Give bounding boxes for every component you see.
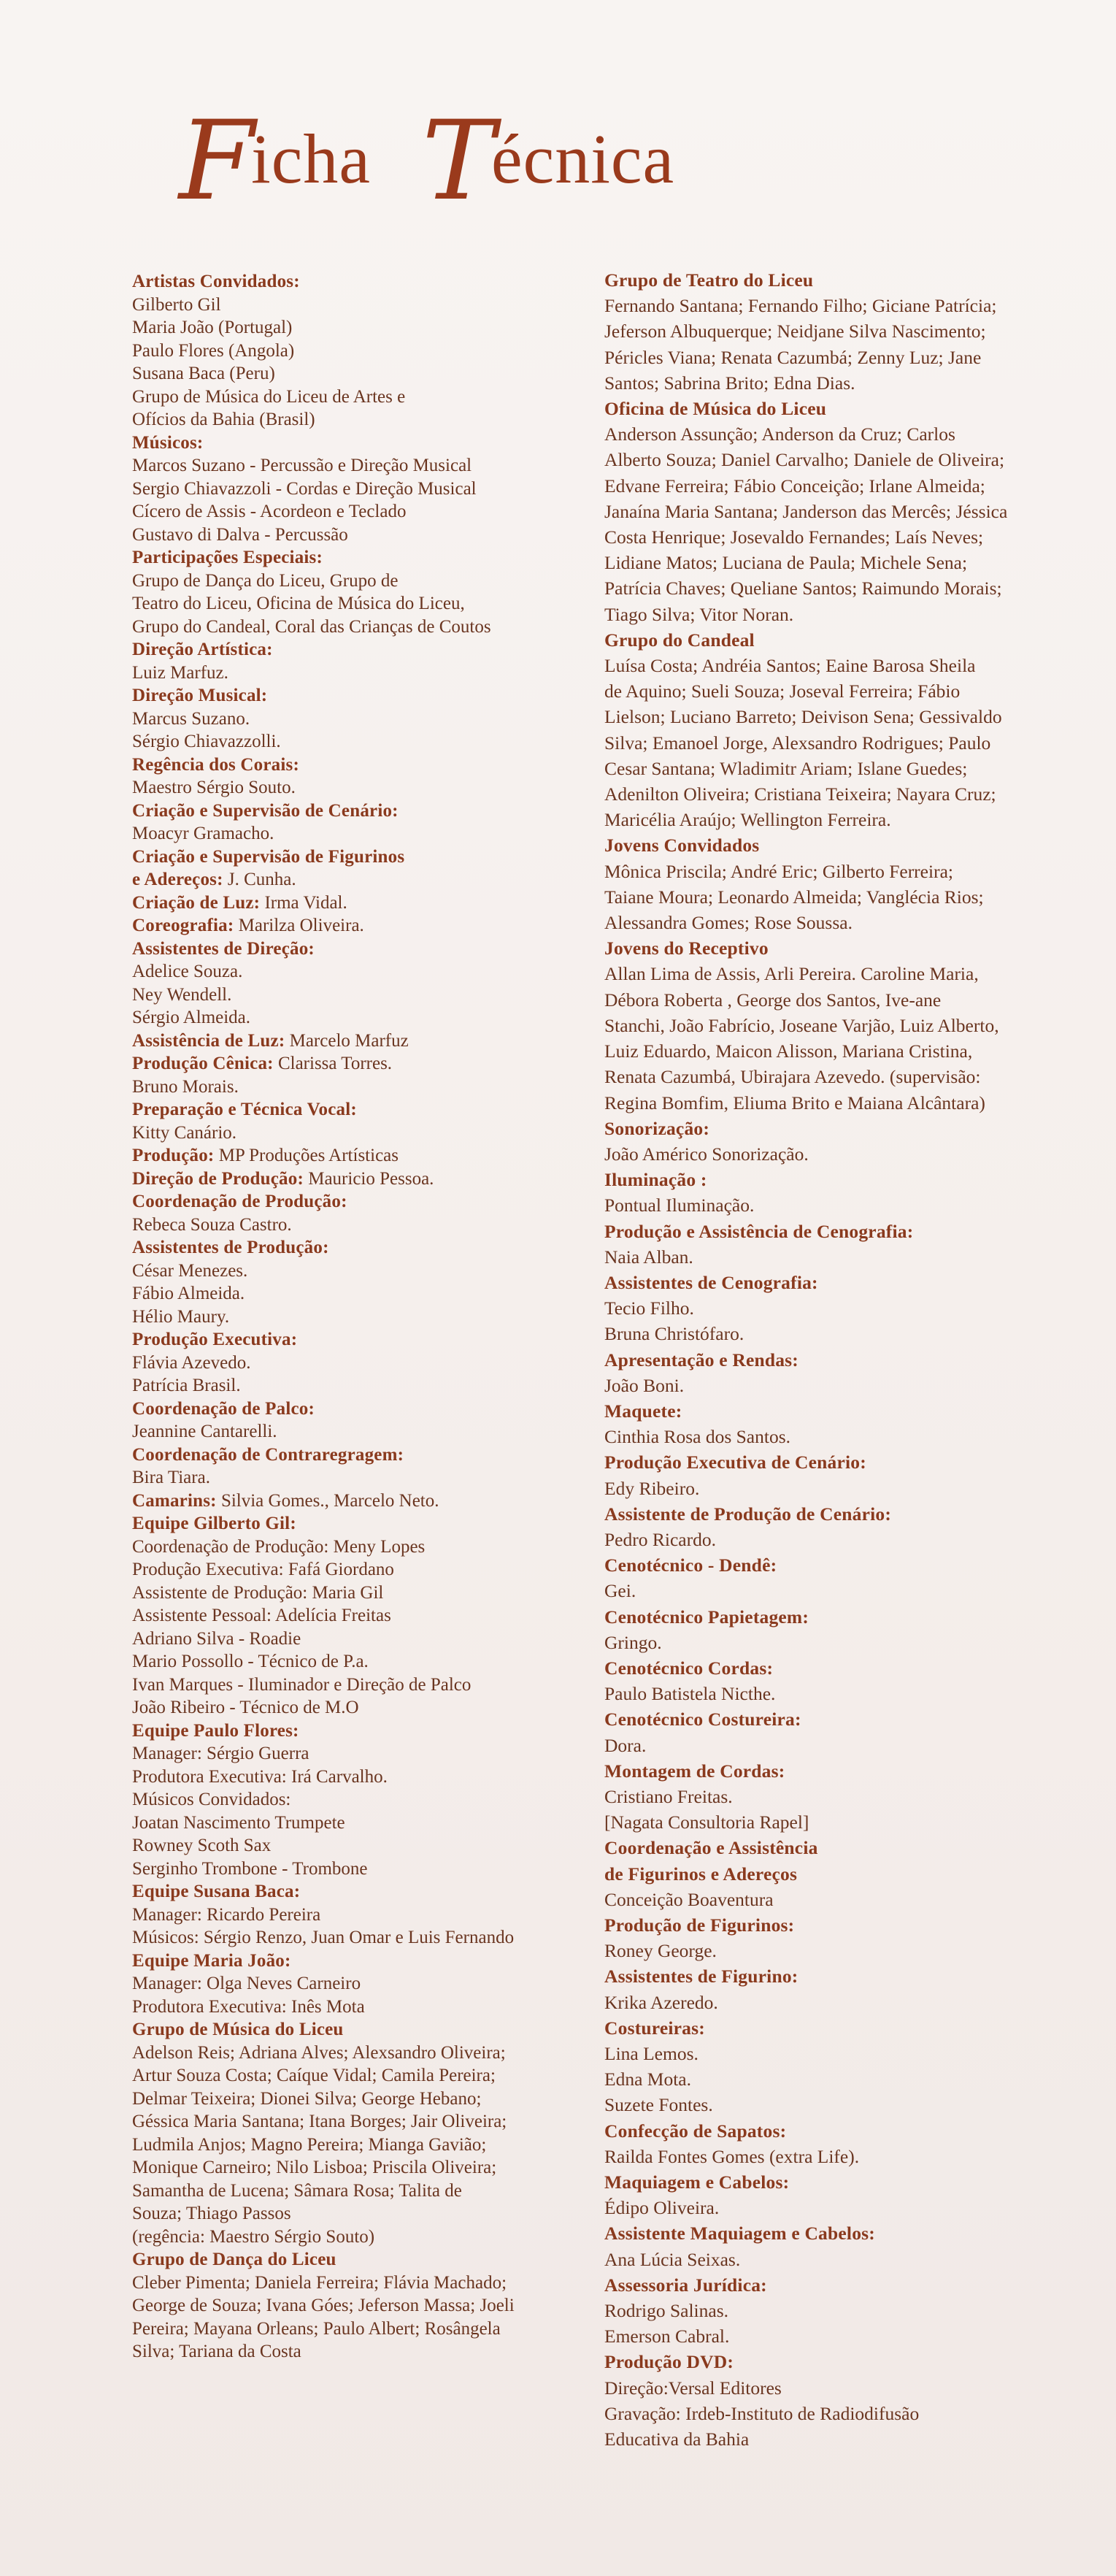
credit-line: Krika Azeredo. <box>604 1991 718 2013</box>
credit-line: [Nagata Consultoria Rapel] <box>604 1812 809 1833</box>
credit-heading-label: Assistentes de Figurino: <box>604 1966 798 1987</box>
credit-heading-label: Grupo de Teatro do Liceu <box>604 269 814 291</box>
credit-heading <box>604 2349 1079 2374</box>
credit-line: Rodrigo Salinas. <box>604 2300 728 2322</box>
credit-heading-label: Maquete: <box>604 1400 682 1422</box>
credit-heading-label: Produção: <box>132 1146 215 1165</box>
credit-line: Manager: Olga Neves Carneiro <box>132 1974 361 1993</box>
credit-line: Alberto Souza; Daniel Carvalho; Daniele de Oliveira; <box>604 449 1005 471</box>
credit-line: Paulo Batistela Nicthe. <box>604 1683 776 1705</box>
credit-line: Sérgio Almeida. <box>132 1008 251 1027</box>
credit-heading <box>132 1950 599 1973</box>
credit-heading <box>132 2018 599 2042</box>
title-initial-f: F <box>179 98 256 225</box>
credit-line: Lidiane Matos; Luciana de Paula; Michele Sena; <box>604 552 968 574</box>
credit-line: Janaína Maria Santana; Janderson das Mercês; Jéssica <box>604 500 1008 522</box>
credit-line: Mônica Priscila; André Eric; Gilberto Ferreira; <box>604 860 953 882</box>
credit-heading-label: Grupo de Música do Liceu <box>132 2020 344 2039</box>
credit-heading <box>604 2118 1079 2144</box>
credit-line: Alessandra Gomes; Rose Soussa. <box>604 912 853 934</box>
credit-line: Patrícia Chaves; Queliane Santos; Raimundo Morais; <box>604 578 1002 599</box>
credit-line: Gilberto Gil <box>132 294 221 315</box>
credit-heading-label: Direção de Produção: <box>132 1168 304 1189</box>
credit-line: Jeferson Albuquerque; Neidjane Silva Nascimento; <box>604 321 986 342</box>
credit-heading-label: Produção Executiva de Cenário: <box>604 1452 866 1473</box>
credit-line: Adriano Silva - Roadie <box>132 1628 301 1649</box>
credit-heading <box>132 892 599 915</box>
credit-name: MP Produções Artísticas <box>214 1146 399 1165</box>
credit-heading-label: Produção de Figurinos: <box>604 1914 795 1936</box>
credit-line: Taiane Moura; Leonardo Almeida; Vanglécia Rios; <box>604 886 984 908</box>
credit-line: Cleber Pimenta; Daniela Ferreira; Flávia Machado; <box>132 2272 507 2293</box>
credit-line: Fernando Santana; Fernando Filho; Giciane Patrícia; <box>604 295 997 317</box>
credit-line: Monique Carneiro; Nilo Lisboa; Priscila Oliveira; <box>132 2158 497 2177</box>
credit-heading-label: Jovens Convidados <box>604 835 760 856</box>
credit-heading <box>132 1720 599 1743</box>
credit-line: Cesar Santana; Wladimitr Ariam; Islane Guedes; <box>604 757 968 779</box>
credit-heading <box>604 1449 1079 1475</box>
credit-line: Grupo do Candeal, Coral das Crianças de Coutos <box>132 616 491 637</box>
title-word-1: icha <box>251 120 371 198</box>
credit-line: Hélio Maury. <box>132 1306 230 1327</box>
credit-line: César Menezes. <box>132 1260 248 1281</box>
credit-heading-label: Equipe Maria João: <box>132 1950 291 1971</box>
credit-heading-label: Preparação e Técnica Vocal: <box>132 1100 357 1119</box>
credit-heading <box>604 832 1079 858</box>
credit-heading <box>132 1236 599 1260</box>
credit-line: Silva; Emanoel Jorge, Alexsandro Rodrigues; Paulo <box>604 732 991 754</box>
credit-name: Mauricio Pessoa. <box>303 1168 434 1189</box>
credit-heading <box>604 1398 1079 1424</box>
credit-line: Gei. <box>604 1580 636 1602</box>
credit-heading-label: Oficina de Música do Liceu <box>604 398 827 420</box>
credit-line: Luiz Marfuz. <box>132 662 228 683</box>
credit-heading-label: Equipe Susana Baca: <box>132 1882 301 1901</box>
credit-heading-label: Direção Musical: <box>132 686 268 705</box>
credit-heading <box>132 432 599 455</box>
credit-name: Marilza Oliveira. <box>234 916 364 935</box>
credit-heading-label: Cenotécnico Papietagem: <box>604 1606 809 1628</box>
credit-heading-label: Grupo do Candeal <box>604 629 755 651</box>
credit-name: Irma Vidal. <box>260 892 347 913</box>
credit-heading <box>132 914 599 938</box>
credit-line: João Américo Sonorização. <box>604 1143 809 1165</box>
credit-line: Delmar Teixeira; Dionei Silva; George Hebano; <box>132 2088 482 2109</box>
credit-line: Coordenação de Produção: Meny Lopes <box>132 1536 426 1557</box>
credit-line: Regina Bomfim, Eliuma Brito e Maiana Alcântara) <box>604 1092 985 1113</box>
credit-line: Dora. <box>604 1734 647 1756</box>
credit-heading-label: de Figurinos e Adereços <box>604 1863 798 1885</box>
credit-heading <box>132 638 599 662</box>
credit-line: Pontual Iluminação. <box>604 1195 755 1216</box>
credit-heading-label: Direção Artística: <box>132 640 273 659</box>
credit-line: Edy Ribeiro. <box>604 1477 700 1499</box>
credit-line: (regência: Maestro Sérgio Souto) <box>132 2226 375 2247</box>
credit-heading-label: Assistência de Luz: <box>132 1030 285 1051</box>
credit-line: Lina Lemos. <box>604 2043 699 2065</box>
credit-heading <box>604 1758 1079 1784</box>
credit-line: Renata Cazumbá, Ubirajara Azevedo. (supervisão: <box>604 1066 981 1088</box>
credit-heading <box>604 2220 1079 2246</box>
credit-line: João Boni. <box>604 1374 685 1396</box>
credit-line: Artur Souza Costa; Caíque Vidal; Camila Pereira; <box>132 2066 496 2085</box>
credit-line: Stanchi, João Fabrício, Joseane Varjão, Luiz Alberto, <box>604 1014 999 1036</box>
credit-line: Rowney Scoth Sax <box>132 1836 272 1855</box>
credit-name: Silvia Gomes., Marcelo Neto. <box>216 1490 439 1511</box>
credit-line: Édipo Oliveira. <box>604 2197 720 2219</box>
credit-heading <box>132 846 599 869</box>
credit-line: Adelice Souza. <box>132 962 243 981</box>
credit-line: Ofícios da Bahia (Brasil) <box>132 410 315 429</box>
credit-line: Grupo de Música do Liceu de Artes e <box>132 386 406 407</box>
credit-heading-label: Músicos: <box>132 432 204 453</box>
credit-heading-label: Costureiras: <box>604 2017 705 2039</box>
credit-line: Adelson Reis; Adriana Alves; Alexsandro Oliveira; <box>132 2042 506 2063</box>
credit-line: Moacyr Gramacho. <box>132 824 274 843</box>
credit-line: Edvane Ferreira; Fábio Conceição; Irlane Almeida; <box>604 475 985 497</box>
credit-heading <box>604 1835 1079 1860</box>
credit-heading <box>132 1444 599 1467</box>
credit-heading-label: Criação de Luz: <box>132 892 261 913</box>
credit-heading-label: Sonorização: <box>604 1117 710 1139</box>
credit-line: Adenilton Oliveira; Cristiana Teixeira; Nayara Cruz; <box>604 783 996 805</box>
credit-heading <box>132 1190 599 1214</box>
credit-heading <box>604 1655 1079 1681</box>
credit-heading <box>132 2248 599 2272</box>
credit-heading-label: Montagem de Cordas: <box>604 1760 785 1782</box>
credit-heading <box>604 267 1079 293</box>
credit-heading-label: Grupo de Dança do Liceu <box>132 2250 336 2269</box>
credit-heading-label: Coordenação de Produção: <box>132 1192 347 1211</box>
credit-line: Gustavo di Dalva - Percussão <box>132 524 348 545</box>
credit-line: Maria João (Portugal) <box>132 318 293 337</box>
credit-line: Suzete Fontes. <box>604 2094 713 2116</box>
credit-heading <box>132 1168 599 1191</box>
credit-line: Direção:Versal Editores <box>604 2377 782 2399</box>
credit-heading-label: Equipe Paulo Flores: <box>132 1720 299 1741</box>
credit-heading-label: Participações Especiais: <box>132 548 323 567</box>
credit-heading <box>132 938 599 961</box>
credit-heading <box>604 1706 1079 1732</box>
credit-heading <box>604 1167 1079 1192</box>
credit-line: Roney George. <box>604 1940 717 1962</box>
credit-heading-label: Produção e Assistência de Cenografia: <box>604 1220 914 1242</box>
credit-line: Grupo de Dança do Liceu, Grupo de <box>132 570 399 591</box>
credit-line: Cícero de Assis - Acordeon e Teclado <box>132 502 407 521</box>
credit-heading-label: Produção Executiva: <box>132 1330 298 1349</box>
credit-line: Manager: Sérgio Guerra <box>132 1744 309 1763</box>
title-initial-t: T <box>421 98 496 225</box>
credit-line: Santos; Sabrina Brito; Edna Dias. <box>604 372 855 394</box>
credit-line: João Ribeiro - Técnico de M.O <box>132 1698 359 1717</box>
credit-heading <box>132 800 599 823</box>
credit-line: Bruno Morais. <box>132 1076 239 1097</box>
credit-heading <box>604 2169 1079 2195</box>
credit-heading-label: Apresentação e Rendas: <box>604 1349 798 1371</box>
credit-line: Débora Roberta , George dos Santos, Ive-ane <box>604 989 942 1011</box>
credit-heading-label: e Adereços: <box>132 870 223 889</box>
credit-line: Marcus Suzano. <box>132 708 250 729</box>
credit-heading-label: Assistentes de Produção: <box>132 1238 329 1257</box>
credit-line: Géssica Maria Santana; Itana Borges; Jair Oliveira; <box>132 2112 507 2131</box>
credit-heading <box>604 2272 1079 2298</box>
credit-line: Gravação: Irdeb-Instituto de Radiodifusão <box>604 2402 920 2424</box>
credit-heading <box>604 1552 1079 1578</box>
credit-line: Teatro do Liceu, Oficina de Música do Liceu, <box>132 594 465 613</box>
credit-line: Luiz Eduardo, Maicon Alisson, Mariana Cristina, <box>604 1040 973 1062</box>
credit-line: Anderson Assunção; Anderson da Cruz; Carlos <box>604 423 955 445</box>
credit-heading <box>604 1116 1079 1141</box>
credit-line: Bruna Christófaro. <box>604 1323 744 1345</box>
credits-left-column <box>132 270 599 2364</box>
credit-heading-label: Jovens do Receptivo <box>604 938 769 959</box>
credit-heading <box>132 1052 599 1076</box>
credit-heading <box>604 1912 1079 1938</box>
credit-line: Serginho Trombone - Trombone <box>132 1858 368 1879</box>
credit-heading <box>132 754 599 777</box>
credit-heading <box>604 1219 1079 1244</box>
credit-heading-label: Assistente de Produção de Cenário: <box>604 1503 892 1525</box>
credit-heading-label: Artistas Convidados: <box>132 272 300 291</box>
credit-heading <box>604 1604 1079 1630</box>
credit-line: Maricélia Araújo; Wellington Ferreira. <box>604 809 891 831</box>
credit-line: Ivan Marques - Iluminador e Direção de Palco <box>132 1674 472 1695</box>
credit-heading <box>604 935 1079 961</box>
credit-line: George de Souza; Ivana Góes; Jeferson Massa; Joeli <box>132 2296 515 2315</box>
credit-heading-label: Equipe Gilberto Gil: <box>132 1514 296 1533</box>
credit-heading <box>132 270 599 294</box>
credit-line: Maestro Sérgio Souto. <box>132 778 296 797</box>
credit-heading-label: Coordenação de Palco: <box>132 1398 315 1419</box>
credit-heading <box>604 1501 1079 1527</box>
credit-line: Gringo. <box>604 1631 662 1653</box>
credit-heading-label: Coordenação e Assistência <box>604 1837 818 1859</box>
credit-heading <box>132 1398 599 1421</box>
credit-line: Silva; Tariana da Costa <box>132 2342 301 2361</box>
credit-heading-label: Maquiagem e Cabelos: <box>604 2171 790 2193</box>
credit-line: Manager: Ricardo Pereira <box>132 1904 321 1925</box>
credit-line: Costa Henrique; Josevaldo Fernandes; Laís Neves; <box>604 526 984 548</box>
credit-line: Músicos Convidados: <box>132 1790 291 1809</box>
credit-line: Luísa Costa; Andréia Santos; Eaine Barosa Sheila <box>604 655 976 677</box>
credit-line: Marcos Suzano - Percussão e Direção Musical <box>132 456 472 475</box>
credit-line: Pereira; Mayana Orleans; Paulo Albert; Rosângela <box>132 2318 501 2339</box>
credit-heading <box>132 546 599 570</box>
credit-line: Samantha de Lucena; Sâmara Rosa; Talita de <box>132 2180 462 2201</box>
title-word-2: écnica <box>491 120 675 198</box>
credit-heading <box>604 1861 1079 1887</box>
credit-heading <box>132 1030 599 1053</box>
page-title <box>179 82 675 225</box>
credit-heading <box>132 1328 599 1352</box>
credit-heading <box>604 1347 1079 1373</box>
credit-line: Ana Lúcia Seixas. <box>604 2248 741 2270</box>
credit-heading-label: Cenotécnico Cordas: <box>604 1657 774 1679</box>
credit-line: Conceição Boaventura <box>604 1888 774 1910</box>
credit-line: Emerson Cabral. <box>604 2326 730 2347</box>
credit-line: Kitty Canário. <box>132 1122 237 1143</box>
credit-heading-label: Criação e Supervisão de Figurinos <box>132 846 405 867</box>
credit-line: Souza; Thiago Passos <box>132 2204 291 2223</box>
credit-heading-label: Coordenação de Contraregragem: <box>132 1444 404 1465</box>
credit-heading <box>604 396 1079 421</box>
credit-heading-label: Iluminação : <box>604 1169 707 1191</box>
credit-line: Rebeca Souza Castro. <box>132 1214 292 1235</box>
credit-heading-label: Cenotécnico Costureira: <box>604 1709 801 1730</box>
credit-line: Músicos: Sérgio Renzo, Juan Omar e Luis Fernando <box>132 1928 515 1947</box>
credit-line: de Aquino; Sueli Souza; Joseval Ferreira; Fábio <box>604 681 961 702</box>
credit-line: Cinthia Rosa dos Santos. <box>604 1426 791 1448</box>
credit-line: Péricles Viana; Renata Cazumbá; Zenny Luz; Jane <box>604 346 982 368</box>
credit-line: Produção Executiva: Fafá Giordano <box>132 1560 394 1579</box>
credit-heading-label: Criação e Supervisão de Cenário: <box>132 800 399 821</box>
credit-line: Patrícia Brasil. <box>132 1376 241 1395</box>
credit-heading-label: Confecção de Sapatos: <box>604 2120 787 2142</box>
credit-line: Ney Wendell. <box>132 984 232 1005</box>
credit-line: Bira Tiara. <box>132 1468 210 1487</box>
credit-heading-label: Assistentes de Cenografia: <box>604 1271 818 1293</box>
credit-line: Fábio Almeida. <box>132 1284 245 1303</box>
credit-line: Flávia Azevedo. <box>132 1352 251 1373</box>
credit-heading-label: Cenotécnico - Dendê: <box>604 1555 777 1576</box>
credit-heading <box>604 1270 1079 1295</box>
credit-line: Assistente de Produção: Maria Gil <box>132 1582 384 1603</box>
credit-heading <box>132 1144 599 1168</box>
credit-line: Cristiano Freitas. <box>604 1785 733 1807</box>
credit-line: Sergio Chiavazzoli - Cordas e Direção Musical <box>132 478 477 499</box>
credit-line: Ludmila Anjos; Magno Pereira; Mianga Gavião; <box>132 2134 487 2155</box>
credit-heading-label: Produção Cênica: <box>132 1054 274 1073</box>
credits-right-column <box>604 267 1079 2452</box>
credit-line: Joatan Nascimento Trumpete <box>132 1812 345 1833</box>
credit-line: Railda Fontes Gomes (extra Life). <box>604 2145 860 2167</box>
credit-heading <box>132 1512 599 1536</box>
credit-heading-label: Assistente Maquiagem e Cabelos: <box>604 2223 875 2245</box>
credit-line: Jeannine Cantarelli. <box>132 1422 277 1441</box>
credit-heading <box>132 868 599 892</box>
credit-line: Mario Possollo - Técnico de P.a. <box>132 1652 369 1671</box>
credit-line: Assistente Pessoal: Adelícia Freitas <box>132 1606 391 1625</box>
credit-line: Paulo Flores (Angola) <box>132 340 295 361</box>
credit-line: Sérgio Chiavazzolli. <box>132 732 281 751</box>
credit-line: Allan Lima de Assis, Arli Pereira. Caroline Maria, <box>604 963 979 985</box>
credit-line: Educativa da Bahia <box>604 2429 750 2450</box>
credit-heading <box>604 627 1079 653</box>
credit-heading <box>132 684 599 708</box>
credit-heading-label: Camarins: <box>132 1490 217 1511</box>
credit-heading <box>132 1490 599 1513</box>
credit-line: Naia Alban. <box>604 1246 693 1268</box>
credit-heading-label: Regência dos Corais: <box>132 754 299 775</box>
credit-heading-label: Produção DVD: <box>604 2351 734 2373</box>
credit-heading-label: Assistentes de Direção: <box>132 938 315 959</box>
credit-heading <box>604 2015 1079 2041</box>
credit-line: Produtora Executiva: Irá Carvalho. <box>132 1766 388 1787</box>
credit-heading <box>132 1880 599 1904</box>
credit-line: Lielson; Luciano Barreto; Deivison Sena; Gessivaldo <box>604 706 1002 728</box>
credit-line: Tiago Silva; Vitor Noran. <box>604 603 794 625</box>
credit-heading <box>604 1963 1079 1989</box>
credit-name: J. Cunha. <box>223 870 296 889</box>
credit-line: Edna Mota. <box>604 2069 691 2090</box>
credit-line: Susana Baca (Peru) <box>132 364 275 383</box>
credit-heading-label: Assessoria Jurídica: <box>604 2274 767 2296</box>
credit-line: Produtora Executiva: Inês Mota <box>132 1996 365 2017</box>
credit-line: Pedro Ricardo. <box>604 1528 716 1550</box>
credit-heading-label: Coreografia: <box>132 916 234 935</box>
credit-line: Tecio Filho. <box>604 1297 694 1319</box>
credit-name: Clarissa Torres. <box>273 1054 393 1073</box>
credit-name: Marcelo Marfuz <box>285 1030 409 1051</box>
credit-heading <box>132 1098 599 1122</box>
